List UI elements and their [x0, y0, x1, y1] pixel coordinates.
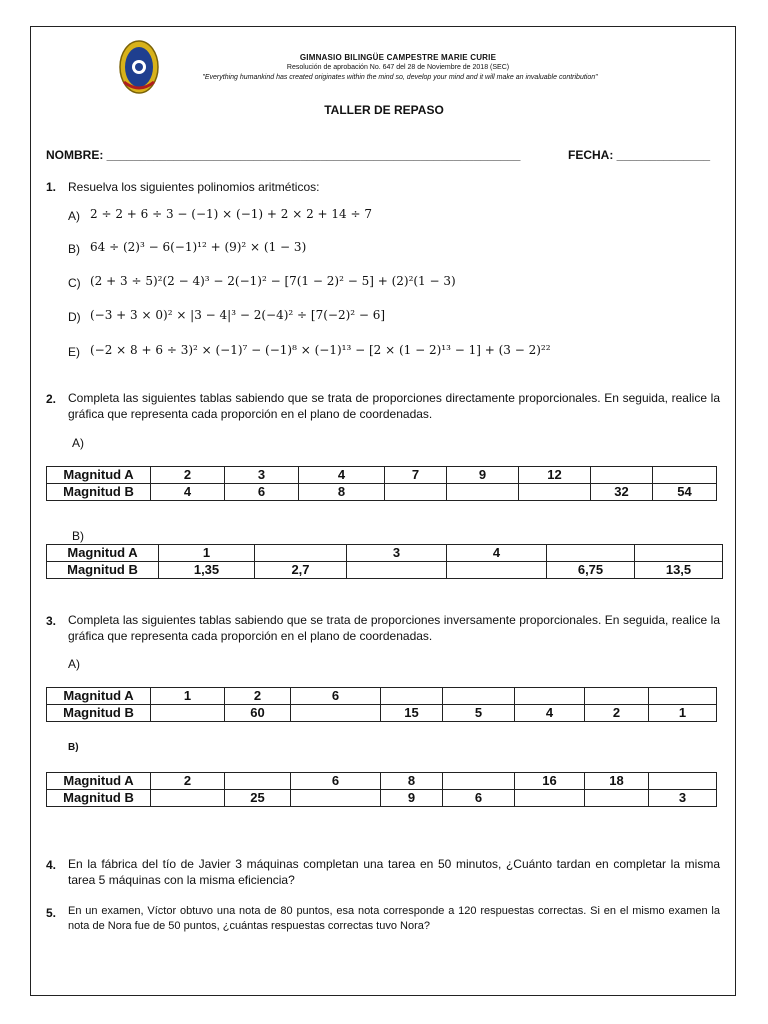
table-cell[interactable]: 2	[585, 705, 649, 722]
q2-table-a-label: A)	[72, 436, 84, 450]
document-title: TALLER DE REPASO	[324, 103, 444, 117]
table-cell[interactable]	[291, 705, 381, 722]
table-row	[47, 484, 717, 501]
table-cell: Magnitud B	[47, 705, 151, 722]
table-cell[interactable]: 4	[515, 705, 585, 722]
school-name: GIMNASIO BILINGÜE CAMPESTRE MARIE CURIE	[299, 53, 497, 62]
table-cell: Magnitud B	[47, 790, 151, 807]
table-cell[interactable]: 16	[515, 773, 585, 790]
q2-table-b	[46, 544, 723, 579]
question-1-text: Resuelva los siguientes polinomios aritméticos:	[68, 180, 320, 194]
table-row	[47, 467, 717, 484]
q1-item-e-label: E)	[68, 345, 80, 359]
q1-item-b-expression	[90, 240, 306, 254]
q1-item-c-label: C)	[68, 276, 81, 290]
table-cell[interactable]	[447, 562, 547, 579]
table-cell[interactable]	[515, 790, 585, 807]
table-cell[interactable]: 54	[653, 484, 717, 501]
table-cell[interactable]	[151, 705, 225, 722]
table-cell[interactable]: 1	[649, 705, 717, 722]
question-4-text: En la fábrica del tío de Javier 3 máquinas completan una tarea en 50 minutos, ¿Cuánto tardan en completar la misma tarea 5 máquinas con la misma eficiencia?	[68, 857, 720, 887]
table-cell[interactable]	[385, 484, 447, 501]
table-cell: Magnitud A	[47, 688, 151, 705]
table-cell[interactable]: 12	[519, 467, 591, 484]
table-cell[interactable]	[591, 467, 653, 484]
table-cell[interactable]: 3	[225, 467, 299, 484]
table-cell[interactable]: 13,5	[635, 562, 723, 579]
table-cell[interactable]: 4	[299, 467, 385, 484]
question-1-number: 1.	[46, 180, 57, 194]
table-cell: Magnitud A	[47, 773, 151, 790]
table-cell[interactable]: 1	[159, 545, 255, 562]
table-cell[interactable]	[515, 688, 585, 705]
q3-table-b	[46, 772, 717, 807]
question-3-text: Completa las siguientes tablas sabiendo que se trata de proporciones inversamente proporcionales. En seguida, realice la gráfica que representa cada proporción en el plano de coordenadas.	[68, 613, 720, 643]
table-cell[interactable]: 6	[443, 790, 515, 807]
q1-item-a-label: A)	[68, 209, 80, 223]
page-border	[30, 26, 736, 996]
q1-item-d-label: D)	[68, 310, 81, 324]
table-cell[interactable]: 6	[291, 773, 381, 790]
table-cell[interactable]	[443, 773, 515, 790]
table-cell[interactable]: 18	[585, 773, 649, 790]
table-cell[interactable]: 2,7	[255, 562, 347, 579]
q3-table-a-label: A)	[68, 657, 80, 671]
question-2-number: 2.	[46, 392, 57, 406]
table-row	[47, 705, 717, 722]
table-cell[interactable]	[519, 484, 591, 501]
table-cell[interactable]: 6	[225, 484, 299, 501]
table-cell[interactable]: 2	[225, 688, 291, 705]
table-cell[interactable]	[585, 688, 649, 705]
resolution-text: Resolución de aprobación No. 647 del 28 de Noviembre de 2018 (SEC)	[286, 64, 510, 71]
table-cell[interactable]	[255, 545, 347, 562]
table-cell[interactable]: 9	[381, 790, 443, 807]
table-cell[interactable]	[653, 467, 717, 484]
table-cell: Magnitud A	[47, 545, 159, 562]
table-cell[interactable]: 4	[447, 545, 547, 562]
question-4-number: 4.	[46, 858, 57, 872]
table-cell[interactable]: 25	[225, 790, 291, 807]
question-3-number: 3.	[46, 614, 57, 628]
table-cell[interactable]: 7	[385, 467, 447, 484]
school-logo-icon	[118, 38, 160, 96]
q1-item-e-expr: (−2 × 8 + 6 ÷ 3)² × (−1)⁷ − (−1)⁸ × (−1)¹³ − [2 × (1 − 2)¹³ − 1] + (3 − 2)²²	[90, 343, 551, 357]
table-cell[interactable]: 15	[381, 705, 443, 722]
table-row	[47, 773, 717, 790]
table-cell[interactable]	[585, 790, 649, 807]
table-cell[interactable]: 8	[381, 773, 443, 790]
fecha-field[interactable]: FECHA: ______________	[568, 148, 711, 162]
table-cell[interactable]: 8	[299, 484, 385, 501]
question-2-text: Completa las siguientes tablas sabiendo que se trata de proporciones directamente proporcionales. En seguida, realice la gráfica que representa cada proporción en el plano de coordenadas.	[68, 391, 720, 421]
table-row	[47, 545, 723, 562]
q3-table-b-label: B)	[68, 742, 79, 753]
table-cell[interactable]	[649, 688, 717, 705]
table-cell[interactable]	[347, 562, 447, 579]
table-cell[interactable]	[635, 545, 723, 562]
table-cell: Magnitud A	[47, 467, 151, 484]
table-cell[interactable]: 1	[151, 688, 225, 705]
table-cell[interactable]: 2	[151, 773, 225, 790]
table-cell[interactable]: 5	[443, 705, 515, 722]
table-row	[47, 790, 717, 807]
q1-item-b-label: B)	[68, 242, 80, 256]
q1-item-b-expr: 64 ÷ (2)³ − 6(−1)¹² + (9)² × (1 − 3)	[90, 240, 307, 254]
table-cell[interactable]: 2	[151, 467, 225, 484]
q1-item-c-expression	[90, 274, 456, 288]
table-cell: Magnitud B	[47, 562, 159, 579]
table-cell[interactable]	[649, 773, 717, 790]
table-cell[interactable]	[443, 688, 515, 705]
table-cell[interactable]	[225, 773, 291, 790]
table-cell[interactable]: 60	[225, 705, 291, 722]
q1-item-d-expression	[90, 308, 385, 322]
table-cell[interactable]: 3	[649, 790, 717, 807]
table-cell[interactable]	[151, 790, 225, 807]
table-cell[interactable]	[547, 545, 635, 562]
table-cell: Magnitud B	[47, 484, 151, 501]
table-cell[interactable]: 32	[591, 484, 653, 501]
table-row	[47, 688, 717, 705]
q1-item-d-expr: (−3 + 3 × 0)² × |3 − 4|³ − 2(−4)² ÷ [7(−2)² − 6]	[90, 308, 386, 322]
table-cell[interactable]: 9	[447, 467, 519, 484]
table-cell[interactable]: 6,75	[547, 562, 635, 579]
question-5-text: En un examen, Víctor obtuvo una nota de 80 puntos, esa nota corresponde a 120 respuestas correctas. Si en el mismo examen la nota de Nora fue de 50 puntos, ¿cuántas respuestas correctas tuvo Nora?	[68, 905, 720, 932]
table-cell[interactable]	[381, 688, 443, 705]
q1-item-c-expr: (2 + 3 ÷ 5)²(2 − 4)³ − 2(−1)² − [7(1 − 2)² − 5] + (2)²(1 − 3)	[90, 274, 456, 288]
table-cell[interactable]: 3	[347, 545, 447, 562]
q3-table-a	[46, 687, 717, 722]
nombre-field[interactable]: NOMBRE: ______________________________________________________________	[46, 148, 521, 162]
school-motto: "Everything humankind has created originates within the mind so, develop your mind and it will make an invaluable contribution"	[202, 74, 598, 81]
table-cell[interactable]	[291, 790, 381, 807]
table-cell[interactable]: 4	[151, 484, 225, 501]
table-cell[interactable]	[447, 484, 519, 501]
q1-item-a-expression	[90, 207, 372, 221]
q1-item-e-expression	[90, 343, 551, 357]
q2-table-a	[46, 466, 717, 501]
table-cell[interactable]: 6	[291, 688, 381, 705]
q2-table-b-label: B)	[72, 529, 84, 543]
q1-item-a-expr: 2 ÷ 2 + 6 ÷ 3 − (−1) × (−1) + 2 × 2 + 14 ÷ 7	[90, 207, 372, 221]
table-cell[interactable]: 1,35	[159, 562, 255, 579]
question-5-number: 5.	[46, 906, 57, 920]
table-row	[47, 562, 723, 579]
